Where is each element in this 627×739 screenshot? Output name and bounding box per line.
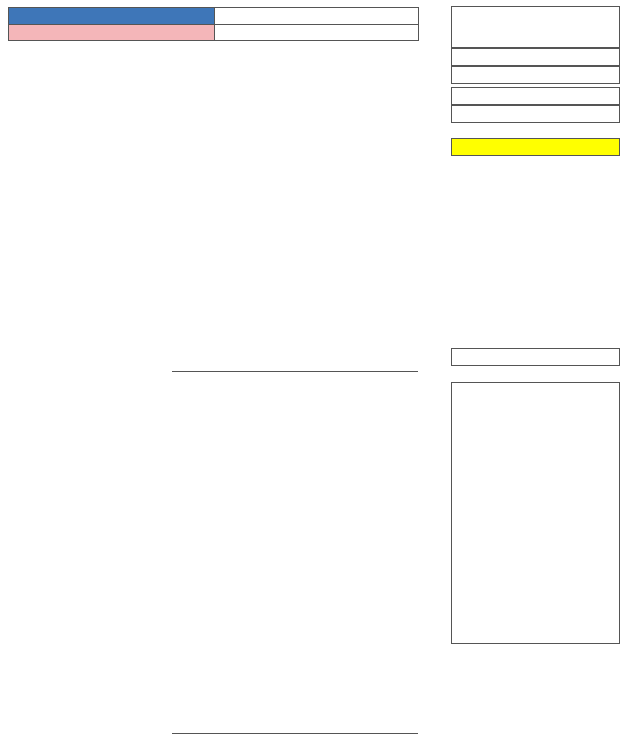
home-team-cell <box>9 8 215 25</box>
period-row-2 <box>451 87 620 105</box>
period-row-1 <box>451 66 620 84</box>
empty-header-cell <box>215 24 419 41</box>
home-leikbra <box>172 361 418 372</box>
period-row-3 <box>451 105 620 123</box>
away-leikbra <box>172 723 418 734</box>
venue-cell <box>215 8 419 25</box>
score-box <box>451 6 620 48</box>
halftime-row <box>451 48 620 66</box>
remark-box <box>451 382 620 644</box>
officials-header <box>451 138 620 156</box>
away-team-cell <box>9 24 215 41</box>
match-header-table <box>8 7 419 41</box>
signature-row <box>451 348 620 366</box>
